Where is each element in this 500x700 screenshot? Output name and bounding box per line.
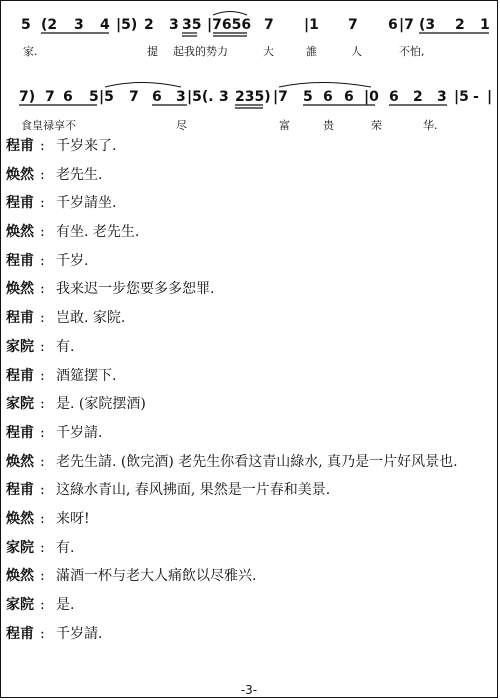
speaker-name: 家院 — [6, 539, 34, 556]
score-line-1 — [1, 7, 498, 67]
note: 3 — [74, 17, 84, 33]
lyric: 荣 — [371, 119, 382, 132]
note: 7 — [264, 17, 274, 33]
lyric: 华. — [423, 119, 438, 132]
note: 35 — [182, 17, 202, 33]
note: 1 — [480, 17, 490, 33]
colon: : — [40, 252, 45, 269]
colon: : — [40, 396, 45, 413]
note: |5 — [454, 89, 469, 105]
speaker-name: 程甫 — [6, 310, 34, 327]
lyric: 食皇禄享不 — [21, 119, 76, 132]
lyric: 不怕, — [399, 45, 425, 58]
speech-text: 我来迟一步您要多多恕罪. — [56, 281, 215, 298]
speaker-name: 焕然 — [6, 224, 34, 241]
dialogue-line — [6, 166, 498, 184]
speaker-name: 程甫 — [6, 625, 34, 642]
dialogue-line — [6, 625, 498, 643]
speech-text: 来呀! — [56, 510, 90, 527]
note: 6 — [63, 89, 73, 105]
note: 3 — [437, 89, 447, 105]
note: 7 — [45, 89, 55, 105]
note: - — [473, 89, 479, 105]
speech-text: 有. — [56, 338, 75, 355]
dialogue-line — [6, 137, 498, 155]
note: 2 — [455, 17, 465, 33]
note: 6 — [389, 89, 399, 105]
speech-text: 千岁. — [56, 252, 89, 269]
colon: : — [40, 138, 45, 154]
speech-text: 滿酒一杯与老大人痛飲以尽雅兴. — [56, 568, 257, 585]
speaker-name: 家院 — [6, 597, 34, 613]
speech-text: 千岁請坐. — [56, 195, 117, 212]
speech-text: 有. — [56, 539, 75, 556]
lyric: 贵 — [323, 119, 334, 132]
lyric: 起我的势力 — [173, 45, 228, 58]
speech-text: 老先生請. (飲完酒) 老先生你看这青山綠水, 真乃是一片好风景也. — [56, 453, 458, 470]
note: 3 — [219, 89, 229, 105]
dialogue-line — [6, 280, 498, 298]
note: 6 — [152, 89, 162, 105]
speech-text: 岂敢. 家院. — [56, 310, 126, 327]
note: 5 — [21, 17, 31, 33]
speaker-name: 焕然 — [6, 281, 34, 298]
speaker-name: 焕然 — [6, 453, 34, 470]
page-number: -3- — [240, 683, 258, 697]
colon: : — [40, 625, 45, 642]
lyric: 提 — [147, 45, 158, 58]
colon: : — [40, 195, 45, 212]
note: 4 — [100, 17, 110, 33]
colon: : — [40, 482, 45, 499]
lyric: 大 — [263, 45, 274, 58]
note: |0 — [364, 89, 379, 105]
dialogue-line — [6, 395, 498, 413]
speech-text: 酒筵摆下. — [56, 367, 117, 384]
note: 6 — [344, 89, 354, 105]
note: (2 — [41, 17, 58, 33]
note: 5 — [303, 89, 313, 105]
note: 5 — [89, 89, 99, 105]
speech-text: 千岁請. — [56, 424, 103, 441]
note: |7 — [273, 89, 288, 105]
note: |5) — [116, 17, 138, 33]
speaker-name: 程甫 — [6, 367, 34, 384]
dialogue-line — [6, 481, 498, 499]
lyric: 人 — [351, 45, 362, 58]
speaker-name: 焕然 — [6, 510, 34, 527]
speech-text: 是. (家院摆酒) — [56, 396, 146, 413]
dialogue-line — [6, 252, 498, 270]
speaker-name: 程甫 — [6, 424, 34, 441]
note: 2 — [413, 89, 423, 105]
colon: : — [40, 424, 45, 441]
colon: : — [40, 281, 45, 298]
note: |1 — [304, 17, 319, 33]
colon: : — [40, 453, 45, 470]
dialogue-line — [6, 596, 498, 614]
note: | — [487, 89, 493, 105]
dialogue-line — [6, 567, 498, 585]
note: 6 — [323, 89, 333, 105]
dialogue-section — [1, 137, 498, 653]
lyric: 富 — [279, 119, 290, 132]
speech-text: 千岁請. — [56, 625, 103, 642]
lyric: 家. — [23, 45, 38, 58]
dialogue-line — [6, 223, 498, 241]
note: |5 — [99, 89, 114, 105]
speaker-name: 程甫 — [6, 195, 34, 212]
colon: : — [40, 166, 45, 183]
speaker-name: 焕然 — [6, 568, 34, 585]
colon: : — [40, 568, 45, 585]
dialogue-line — [6, 194, 498, 212]
colon: : — [40, 367, 45, 384]
speaker-name: 家院 — [6, 396, 34, 413]
score-line-2 — [1, 79, 498, 139]
dialogue-line — [6, 539, 498, 557]
speaker-name: 焕然 — [6, 166, 34, 183]
note: |7656 — [207, 17, 252, 33]
speaker-name: 程甫 — [6, 252, 34, 269]
colon: : — [40, 539, 45, 556]
speech-text: 有坐. 老先生. — [56, 224, 140, 241]
colon: : — [40, 597, 45, 613]
note: 235) — [235, 89, 271, 105]
speaker-name: 家院 — [6, 338, 34, 355]
note: |5(. — [187, 89, 214, 105]
colon: : — [40, 310, 45, 327]
note: (3 — [419, 17, 436, 33]
dialogue-line — [6, 510, 498, 528]
lyric: 誰 — [306, 45, 317, 58]
dialogue-line — [6, 367, 498, 385]
dialogue-line — [6, 453, 498, 471]
note: 3 — [176, 89, 186, 105]
note: 7 — [129, 89, 139, 105]
note: 7) — [19, 89, 36, 105]
colon: : — [40, 338, 45, 355]
speaker-name: 程甫 — [6, 138, 34, 154]
note: 6 — [388, 17, 398, 33]
speech-text: 是. — [56, 597, 75, 613]
note: 7 — [348, 17, 358, 33]
speech-text: 老先生. — [56, 166, 103, 183]
dialogue-line — [6, 338, 498, 356]
speech-text: 千岁来了. — [56, 138, 117, 154]
dialogue-line — [6, 309, 498, 327]
lyric: 尽 — [176, 119, 187, 132]
note: |7 — [399, 17, 414, 33]
colon: : — [40, 224, 45, 241]
note: 2 — [144, 17, 154, 33]
colon: : — [40, 510, 45, 527]
note: 3 — [169, 17, 179, 33]
dialogue-line — [6, 424, 498, 442]
speaker-name: 程甫 — [6, 482, 34, 499]
speech-text: 这綠水青山, 春风拂面, 果然是一片春和美景. — [56, 482, 331, 499]
